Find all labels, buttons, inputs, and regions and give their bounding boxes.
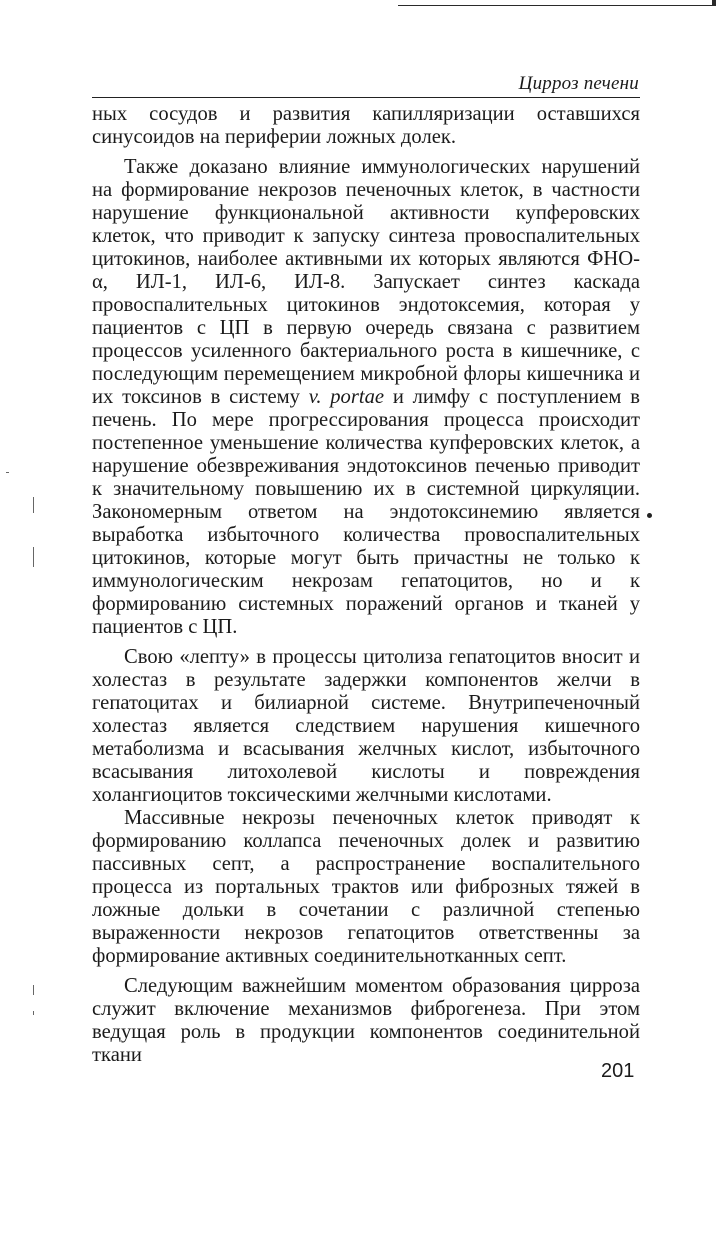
running-head-rule	[92, 97, 640, 98]
top-edge-tick	[712, 0, 716, 6]
page-number: 201	[601, 1060, 635, 1082]
scan-mark	[33, 497, 34, 513]
scan-mark	[33, 985, 34, 995]
top-edge-rule	[398, 5, 716, 6]
paragraph-text: Массивные некрозы печеночных клеток приводят к формированию коллапса печеночных долек и развитию пассивных септ, а распространение воспалительного процесса из портальных трактов или фиброзных тяжей в ложные дольки в сочетании с различной степенью выраженности некрозов гепатоцитов ответственны за формирование активных соединительнотканных септ.	[92, 807, 640, 967]
paragraph-necrosis	[92, 807, 640, 968]
paragraph-cholestasis	[92, 646, 640, 807]
running-head: Цирроз печени	[518, 73, 639, 94]
latin-term: v. portae	[308, 386, 385, 408]
paragraph-continued	[92, 103, 640, 149]
paragraph-immunology	[92, 156, 640, 639]
scan-mark	[33, 547, 34, 567]
paragraph-text: Также доказано влияние иммунологических нарушений на формирование некрозов печеночных клеток, в частности нарушение функциональной активности купферовских клеток, что приводит к запуску синтеза провоспалительных цитокинов, наиболее активными их которых являются ФНО-α, ИЛ-1, ИЛ-6, ИЛ-8. Запускает синтез каскада провоспалительных цитокинов эндотоксемия, которая у пациентов с ЦП в первую очередь связана с развитием процессов усиленного бактериального роста в кишечнике, с последующим перемещением микробной флоры кишечника и их токсинов в систему	[92, 156, 640, 408]
scan-mark	[6, 472, 9, 473]
paragraph-text: Свою «лепту» в процессы цитолиза гепатоцитов вносит и холестаз в результате задержки компонентов желчи в гепатоцитах и билиарной системе. Внутрипеченочный холестаз является следствием нарушения кишечного метаболизма и всасывания желчных кислот, избыточного всасывания литохолевой кислоты и повреждения холангиоцитов токсическими желчными кислотами.	[92, 646, 640, 806]
paragraph-fibrogenesis	[92, 975, 640, 1067]
paragraph-text: ных сосудов и развития капилляризации оставшихся синусоидов на периферии ложных долек.	[92, 103, 640, 148]
scan-dot	[647, 513, 652, 518]
body-text	[92, 103, 640, 1067]
paragraph-text: Следующим важнейшим моментом образования цирроза служит включение механизмов фиброгенеза. При этом ведущая роль в продукции компонентов соединительной ткани	[92, 975, 640, 1066]
paragraph-text: и лимфу с поступлением в печень. По мере прогрессирования процесса происходит постепенное уменьшение количества купферовских клеток, а нарушение обезвреживания эндотоксинов печенью приводит к значительному повышению их в системной циркуляции. Закономерным ответом на эндотоксинемию является выработка избыточного количества провоспалительных цитокинов, которые могут быть причастны не только к иммунологическим некрозам гепатоцитов, но и к формированию системных поражений органов и тканей у пациентов с ЦП.	[92, 386, 640, 638]
scan-mark	[33, 1011, 34, 1015]
